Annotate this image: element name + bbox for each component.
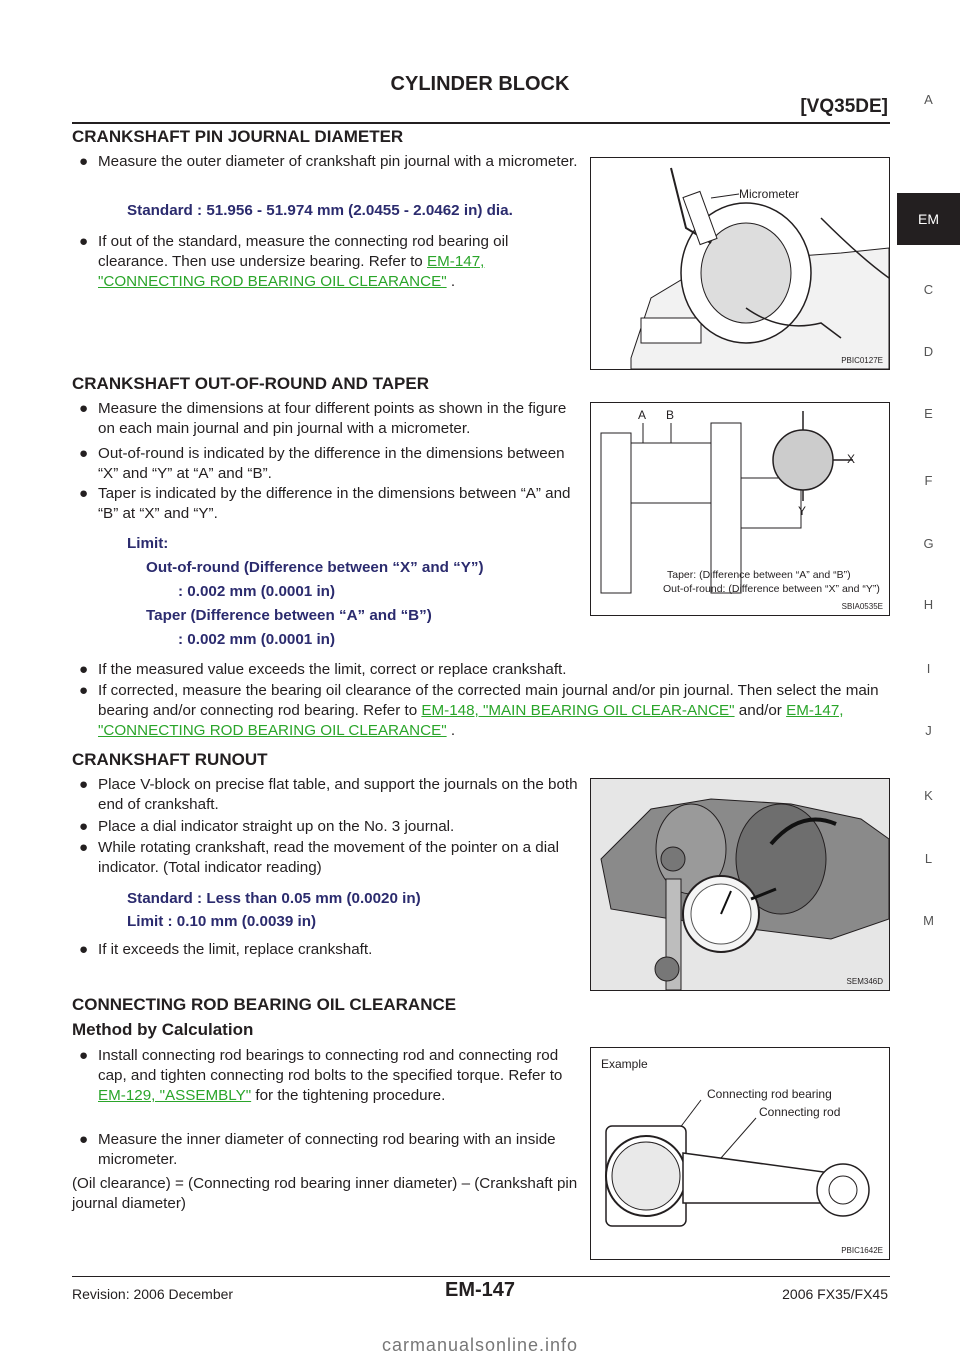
bullet-icon: ● [79, 400, 89, 417]
bullet-icon: ● [79, 445, 89, 462]
fig-label-a: A [638, 408, 647, 422]
side-index-i[interactable]: I [926, 661, 931, 676]
heading-rod-bearing-oil-clearance: CONNECTING ROD BEARING OIL CLEARANCE [72, 995, 457, 1014]
link-em-148-main-bearing[interactable]: EM-148, "MAIN BEARING OIL CLEAR-ANCE" [421, 702, 735, 719]
side-index-c[interactable]: C [923, 282, 934, 297]
fig-label-example: Example [601, 1057, 648, 1071]
dial-indicator-illustration [591, 779, 889, 990]
watermark: carmanualsonline.info [381, 1335, 579, 1355]
header-rule [72, 122, 890, 124]
side-index-h[interactable]: H [923, 597, 934, 612]
page-title: CYLINDER BLOCK [390, 73, 570, 95]
figure-code: PBIC1642E [841, 1246, 883, 1255]
bullet-icon: ● [79, 153, 89, 170]
side-index-l[interactable]: L [924, 851, 933, 866]
micrometer-illustration [591, 158, 889, 369]
fig-label-y: Y [798, 504, 807, 518]
figure-connecting-rod [590, 1047, 890, 1260]
subheading-method-by-calculation: Method by Calculation [72, 1020, 254, 1039]
page-number: EM-147 [444, 1279, 516, 1301]
bullet-icon: ● [79, 682, 89, 699]
fig-label-micrometer: Micrometer [739, 187, 800, 201]
side-index-f[interactable]: F [924, 473, 933, 488]
figure-code: SBIA0535E [841, 602, 883, 611]
figure-code: SEM346D [846, 977, 883, 986]
figure-code: PBIC0127E [841, 356, 883, 365]
bullet-icon: ● [79, 661, 89, 678]
fig-caption-taper: Taper: (Difference between “A” and “B”) [667, 569, 851, 581]
side-index-d[interactable]: D [923, 344, 934, 359]
fig-label-x: X [847, 452, 856, 466]
limit-taper-value: : 0.002 mm (0.0001 in) [178, 631, 336, 648]
link-em-147-rod-bearing[interactable]: EM-147, "CONNECTING ROD BEARING OIL CLEARANCE" [98, 702, 844, 739]
footer-rule [72, 1276, 890, 1277]
limit-taper: Taper (Difference between “A” and “B”) [146, 607, 432, 624]
fig-label-b: B [666, 408, 675, 422]
bullet-icon: ● [79, 1047, 89, 1064]
bullet-icon: ● [79, 776, 89, 793]
bullet-icon: ● [79, 839, 89, 856]
side-index-e[interactable]: E [924, 406, 933, 421]
figure-runout-dial [590, 778, 890, 991]
heading-runout: CRANKSHAFT RUNOUT [72, 750, 268, 769]
spec-pin-journal-standard: Standard : 51.956 - 51.974 mm (2.0455 - 2.0462 in) dia. [127, 202, 513, 219]
oil-clearance-formula: (Oil clearance) = (Connecting rod bearing inner diameter) – (Crankshaft pin journal diameter) [72, 1175, 578, 1212]
fig-label-connecting-rod: Connecting rod [759, 1105, 841, 1119]
connecting-rod-illustration [591, 1048, 889, 1259]
footer-revision: Revision: 2006 December [72, 1286, 234, 1302]
bullet-icon: ● [79, 233, 89, 250]
fig-label-rod-bearing: Connecting rod bearing [707, 1087, 832, 1101]
crankshaft-journal-diagram [591, 403, 889, 615]
fig-caption-out-of-round: Out-of-round: (Difference between “X” and “Y”) [663, 583, 880, 595]
side-index-a[interactable]: A [924, 92, 933, 107]
figure-micrometer [590, 157, 890, 370]
bullet-icon: ● [79, 1131, 89, 1148]
side-index-k[interactable]: K [924, 788, 933, 803]
limit-out-of-round-value: : 0.002 mm (0.0001 in) [178, 583, 336, 600]
limit-label: Limit: [127, 535, 169, 552]
heading-pin-journal-diameter: CRANKSHAFT PIN JOURNAL DIAMETER [72, 127, 404, 146]
side-index-g[interactable]: G [923, 536, 934, 551]
limit-out-of-round: Out-of-round (Difference between “X” and “Y”) [146, 559, 484, 576]
spec-runout-standard: Standard : Less than 0.05 mm (0.0020 in) [127, 890, 421, 907]
figure-out-of-round-taper [590, 402, 890, 616]
bullet-icon: ● [79, 818, 89, 835]
bullet-icon: ● [79, 485, 89, 502]
footer-model: 2006 FX35/FX45 [782, 1286, 888, 1302]
spec-runout-limit: Limit : 0.10 mm (0.0039 in) [127, 913, 317, 930]
link-em-129-assembly[interactable]: EM-129, "ASSEMBLY" [98, 1087, 252, 1104]
link-em-147-rod-bearing[interactable]: EM-147, "CONNECTING ROD BEARING OIL CLEARANCE" [98, 253, 485, 290]
side-index-j[interactable]: J [925, 723, 932, 738]
side-index-em-active[interactable]: EM [897, 193, 960, 245]
engine-code: [VQ35DE] [800, 96, 888, 117]
bullet-icon: ● [79, 941, 89, 958]
heading-out-of-round-taper: CRANKSHAFT OUT-OF-ROUND AND TAPER [72, 374, 429, 393]
side-index-m[interactable]: M [923, 913, 934, 928]
